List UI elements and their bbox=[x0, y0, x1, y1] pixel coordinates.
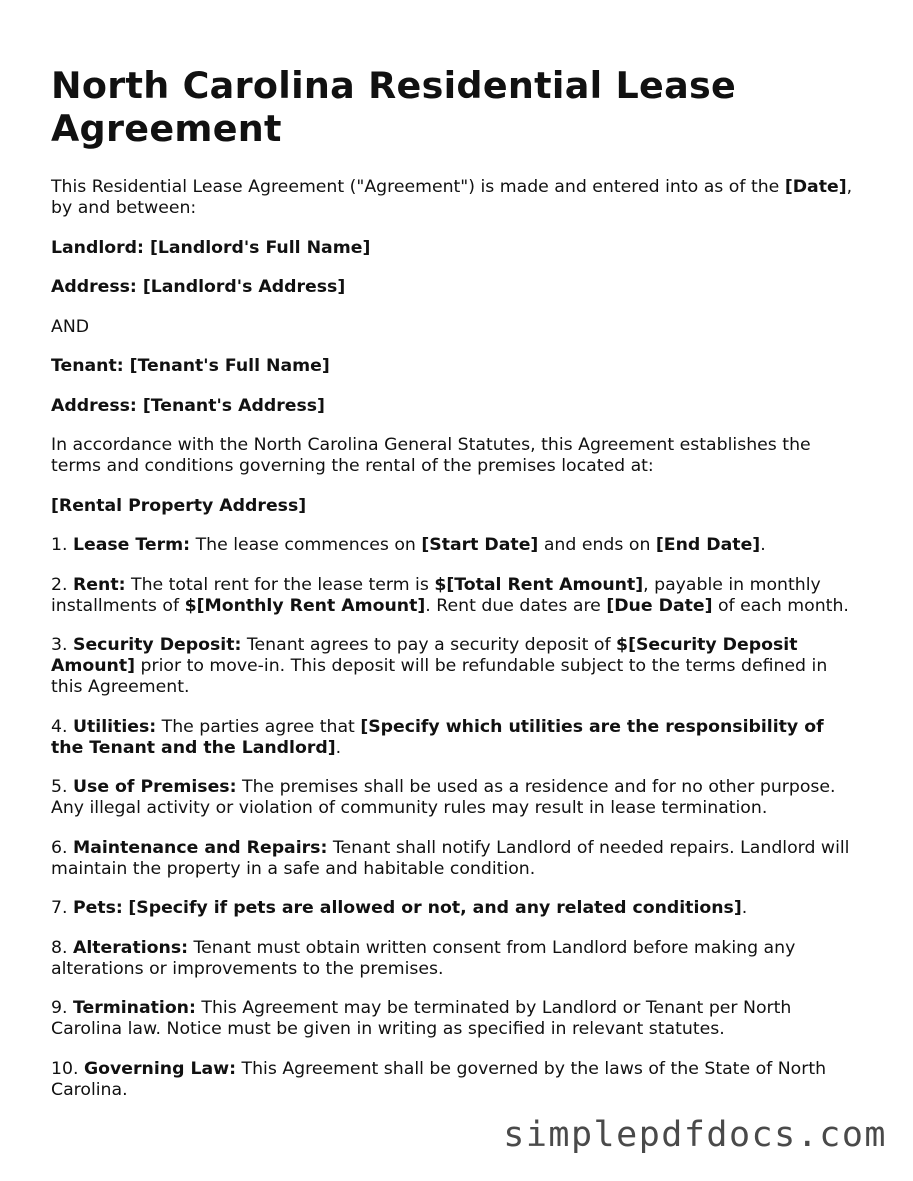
property-address: [Rental Property Address] bbox=[51, 495, 307, 516]
section-heading: Use of Premises: bbox=[73, 777, 237, 797]
section-rent: 2. Rent: The total rent for the lease term is $[Total Rent Amount], payable in monthly installments of $[Monthly Rent Amount]. Rent due dates are [Due Date] of each month. bbox=[51, 574, 849, 616]
intro-paragraph: This Residential Lease Agreement ("Agreement") is made and entered into as of the [Date], by and between: bbox=[51, 177, 853, 218]
document-page bbox=[51, 64, 861, 1119]
section-heading: Maintenance and Repairs: bbox=[73, 837, 328, 858]
section-alterations: 8. Alterations: Tenant must obtain written consent from Landlord before making any alterations or improvements to the premises. bbox=[51, 937, 796, 979]
section-heading: Alterations: bbox=[73, 937, 189, 958]
section-governing-law: 10. Governing Law: This Agreement shall be governed by the laws of the State of North Carolina. bbox=[51, 1058, 827, 1100]
document-title: North Carolina Residential Lease Agreement bbox=[51, 64, 737, 150]
pets-field: [Specify if pets are allowed or not, and any related conditions] bbox=[128, 898, 742, 918]
section-heading: Security Deposit: bbox=[73, 635, 242, 655]
section-utilities: 4. Utilities: The parties agree that [Specify which utilities are the responsibility of the Tenant and the Landlord]. bbox=[51, 716, 824, 758]
watermark: simplepdfdocs.com bbox=[503, 1115, 887, 1155]
tenant-name: Tenant: [Tenant's Full Name] bbox=[51, 356, 330, 376]
section-heading: Lease Term: bbox=[73, 535, 191, 555]
section-termination: 9. Termination: This Agreement may be terminated by Landlord or Tenant per North Carolina law. Notice must be given in writing as specified in relevant statutes. bbox=[51, 998, 792, 1039]
tenant-address: Address: [Tenant's Address] bbox=[51, 395, 325, 416]
section-heading: Pets: bbox=[73, 898, 123, 918]
section-heading: Rent: bbox=[73, 574, 126, 595]
section-lease-term: 1. Lease Term: The lease commences on [Start Date] and ends on [End Date]. bbox=[51, 535, 766, 555]
section-heading: Governing Law: bbox=[83, 1058, 237, 1079]
landlord-address: Address: [Landlord's Address] bbox=[51, 277, 346, 297]
utilities-field: [Specify which utilities are the responsibility of the Tenant and the Landlord] bbox=[51, 716, 824, 758]
start-date-field: [Start Date] bbox=[421, 535, 539, 555]
statutes-paragraph: In accordance with the North Carolina General Statutes, this Agreement establishes the terms and conditions governing the rental of the premises located at: bbox=[51, 435, 811, 476]
monthly-rent-field: $[Monthly Rent Amount] bbox=[184, 595, 426, 616]
section-pets: 7. Pets: [Specify if pets are allowed or not, and any related conditions]. bbox=[51, 898, 748, 918]
section-use-of-premises: 5. Use of Premises: The premises shall be used as a residence and for no other purpose. Any illegal activity or violation of community rules may result in lease termination. bbox=[51, 777, 836, 818]
and-separator: AND bbox=[51, 316, 90, 337]
due-date-field: [Due Date] bbox=[606, 595, 713, 616]
total-rent-field: $[Total Rent Amount] bbox=[434, 574, 644, 595]
section-security-deposit: 3. Security Deposit: Tenant agrees to pay a security deposit of $[Security Deposit Amount] prior to move-in. This deposit will be refundable subject to the terms defined in this Agreement. bbox=[51, 635, 828, 697]
landlord-name: Landlord: [Landlord's Full Name] bbox=[51, 237, 371, 258]
section-heading: Utilities: bbox=[73, 716, 157, 737]
section-heading: Termination: bbox=[73, 998, 196, 1018]
security-deposit-field: $[Security Deposit Amount] bbox=[51, 635, 798, 676]
end-date-field: [End Date] bbox=[655, 535, 761, 555]
section-maintenance: 6. Maintenance and Repairs: Tenant shall notify Landlord of needed repairs. Landlord will maintain the property in a safe and habitable condition. bbox=[51, 837, 850, 879]
date-field: [Date] bbox=[784, 177, 847, 197]
